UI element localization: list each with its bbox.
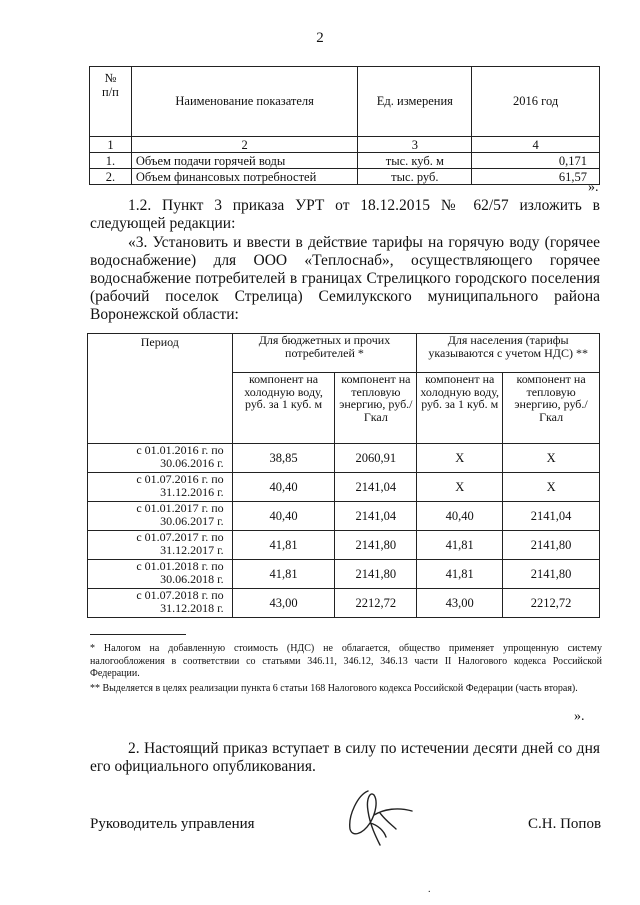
footnote-allocated: ** Выделяется в целях реализации пункта 6 статьи 168 Налогового кодекса Российской Федерации (часть вторая).	[90, 683, 578, 694]
period-cell: с 01.01.2018 г. по 30.06.2018 г.	[88, 560, 233, 589]
signature-image	[340, 785, 420, 847]
table-cell: 2141,80	[335, 560, 417, 589]
table-cell: тыс. руб.	[358, 169, 472, 185]
table-cell: 2	[131, 137, 358, 153]
table-cell: 40,40	[232, 502, 335, 531]
footnote-vat: * Налогом на добавленную стоимость (НДС) не облагается, общество применяет упрощенную систему налогообложения в соответствии со статьями 346.11, 346.12, 346.13 части II Налогового кодекса Российской Федерации.	[90, 643, 602, 679]
table-cell: Х	[503, 473, 600, 502]
period-cell: с 01.07.2016 г. по 31.12.2016 г.	[88, 473, 233, 502]
table-cell: 40,40	[232, 473, 335, 502]
table-row	[90, 169, 600, 185]
table-cell: 41,81	[232, 531, 335, 560]
signer-title: Руководитель управления	[90, 816, 255, 832]
table-header-cell: 2016 год	[472, 67, 600, 137]
closing-quote: ».	[588, 180, 599, 195]
table-cell: 43,00	[232, 589, 335, 618]
table-cell: Объем финансовых потребностей	[131, 169, 358, 185]
table-header-cell: № п/п	[90, 67, 132, 137]
table-header-cell: Наименование показателя	[131, 67, 358, 137]
table-cell: 2141,04	[335, 502, 417, 531]
table-cell: 2141,80	[335, 531, 417, 560]
subheader-cell: компонент на тепловую энергию, руб./Гкал	[335, 373, 417, 444]
table-cell: 61,57	[472, 169, 600, 185]
table-cell: 41,81	[417, 531, 503, 560]
table-cell: 2141,04	[335, 473, 417, 502]
table-cell: 1.	[90, 153, 132, 169]
subheader-cell: компонент на тепловую энергию, руб./Гкал	[503, 373, 600, 444]
page-number: 2	[316, 30, 324, 46]
table-row	[88, 589, 600, 618]
table-cell: 2060,91	[335, 444, 417, 473]
table-cell: 1	[90, 137, 132, 153]
table-cell: 2141,80	[503, 560, 600, 589]
stray-mark: .	[428, 884, 431, 895]
table-cell: 40,40	[417, 502, 503, 531]
table-row	[88, 560, 600, 589]
table-cell: 2.	[90, 169, 132, 185]
footnote-divider	[90, 634, 186, 635]
subheader-cell: компонент на холодную воду, руб. за 1 куб. м	[232, 373, 335, 444]
table-cell: 43,00	[417, 589, 503, 618]
closing-quote: ».	[574, 709, 585, 724]
period-cell: с 01.07.2017 г. по 31.12.2017 г.	[88, 531, 233, 560]
table-header-cell: Ед. измерения	[358, 67, 472, 137]
period-cell: с 01.07.2018 г. по 31.12.2018 г.	[88, 589, 233, 618]
period-cell: с 01.01.2017 г. по 30.06.2017 г.	[88, 502, 233, 531]
table-cell: 2212,72	[503, 589, 600, 618]
group-header-population: Для населения (тарифы указываются с учетом НДС) **	[417, 334, 600, 373]
paragraph-1-2: 1.2. Пункт 3 приказа УРТ от 18.12.2015 № 62/57 изложить в следующей редакции:	[90, 197, 600, 232]
table-row	[88, 444, 600, 473]
table-cell: 38,85	[232, 444, 335, 473]
table-cell: тыс. куб. м	[358, 153, 472, 169]
signer-name: С.Н. Попов	[528, 816, 602, 832]
table-row	[88, 531, 600, 560]
table-cell: Х	[417, 444, 503, 473]
table-cell: 3	[358, 137, 472, 153]
table-cell: 2141,04	[503, 502, 600, 531]
table-row	[88, 502, 600, 531]
table-cell: 2141,80	[503, 531, 600, 560]
table-cell: Х	[503, 444, 600, 473]
table-index-row	[90, 137, 600, 153]
table-cell: 41,81	[417, 560, 503, 589]
table-header-row	[88, 334, 600, 373]
paragraph-3: «3. Установить и ввести в действие тарифы на горячую воду (горячее водоснабжение) для ООО «Теплоснаб», осуществляющего горячее водоснабжение потребителей в границах Стрелицкого городского поселения (рабочий поселок Стрелица) Семилукского муниципального района Воронежской области:	[90, 234, 600, 323]
period-cell: с 01.01.2016 г. по 30.06.2016 г.	[88, 444, 233, 473]
volume-table	[89, 66, 600, 185]
table-cell: Х	[417, 473, 503, 502]
table-header-row	[90, 67, 600, 137]
paragraph-effective-date: 2. Настоящий приказ вступает в силу по истечении десяти дней со дня его официального опубликования.	[90, 740, 600, 775]
table-row	[88, 473, 600, 502]
table-cell: 0,171	[472, 153, 600, 169]
table-cell: 4	[472, 137, 600, 153]
table-cell: 2212,72	[335, 589, 417, 618]
table-row	[90, 153, 600, 169]
tariff-table	[87, 333, 600, 618]
table-cell: 41,81	[232, 560, 335, 589]
table-cell: Объем подачи горячей воды	[131, 153, 358, 169]
subheader-cell: компонент на холодную воду, руб. за 1 куб. м	[417, 373, 503, 444]
period-header: Период	[88, 334, 233, 444]
group-header-budget: Для бюджетных и прочих потребителей *	[232, 334, 417, 373]
